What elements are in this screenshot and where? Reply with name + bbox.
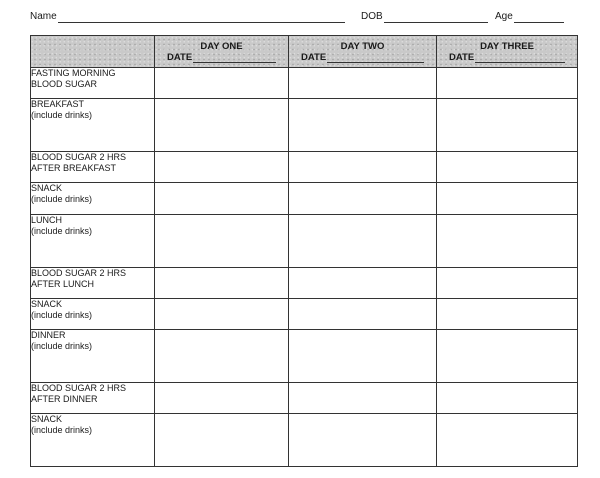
name-label: Name: [30, 11, 57, 22]
entry-cell-day-two[interactable]: [289, 183, 437, 215]
entry-cell-day-two[interactable]: [289, 414, 437, 467]
table-row: [31, 299, 578, 330]
day-one-date-label: DATE: [167, 52, 193, 63]
header-row: [31, 36, 578, 68]
row-label-line2: (include drinks): [31, 310, 93, 320]
day-one-date-field[interactable]: [167, 52, 276, 63]
row-label-line2: (include drinks): [31, 341, 93, 351]
row-label-line1: SNACK: [31, 299, 63, 309]
row-label-line2: BLOOD SUGAR: [31, 79, 98, 89]
entry-cell-day-two[interactable]: [289, 330, 437, 383]
day-three-date-line[interactable]: [475, 53, 565, 63]
row-label-bs-after-lunch: [31, 268, 155, 299]
entry-cell-day-one[interactable]: [155, 268, 289, 299]
entry-cell-day-three[interactable]: [437, 330, 578, 383]
entry-cell-day-two[interactable]: [289, 152, 437, 183]
day-three-title: DAY THREE: [480, 41, 534, 52]
day-two-date-line[interactable]: [327, 53, 424, 63]
row-label-breakfast: [31, 99, 155, 152]
entry-cell-day-one[interactable]: [155, 215, 289, 268]
entry-cell-day-two[interactable]: [289, 299, 437, 330]
header-corner-cell: [31, 36, 155, 68]
row-label-line1: LUNCH: [31, 215, 63, 225]
patient-info-bar: [0, 0, 600, 30]
entry-cell-day-two[interactable]: [289, 215, 437, 268]
age-blank-line[interactable]: [514, 12, 564, 23]
row-label-line1: SNACK: [31, 183, 63, 193]
entry-cell-day-three[interactable]: [437, 383, 578, 414]
row-label-line1: FASTING MORNING: [31, 68, 116, 78]
row-label-dinner: [31, 330, 155, 383]
day-three-header: [437, 36, 578, 68]
day-two-date-label: DATE: [301, 52, 327, 63]
table-row: [31, 99, 578, 152]
entry-cell-day-three[interactable]: [437, 68, 578, 99]
table-row: [31, 414, 578, 467]
dob-field[interactable]: [361, 11, 488, 23]
table-row: [31, 215, 578, 268]
day-one-title: DAY ONE: [200, 41, 243, 52]
row-label-line1: BREAKFAST: [31, 99, 85, 109]
table-row: [31, 268, 578, 299]
row-label-line1: BLOOD SUGAR 2 HRS: [31, 152, 127, 162]
row-label-line1: BLOOD SUGAR 2 HRS: [31, 268, 127, 278]
entry-cell-day-three[interactable]: [437, 268, 578, 299]
age-label: Age: [495, 11, 513, 22]
table-row: [31, 383, 578, 414]
entry-cell-day-one[interactable]: [155, 183, 289, 215]
entry-cell-day-three[interactable]: [437, 215, 578, 268]
entry-cell-day-one[interactable]: [155, 152, 289, 183]
dob-blank-line[interactable]: [384, 12, 488, 23]
row-label-snack-2: [31, 299, 155, 330]
entry-cell-day-two[interactable]: [289, 68, 437, 99]
row-label-line2: (include drinks): [31, 425, 93, 435]
row-label-fasting: [31, 68, 155, 99]
entry-cell-day-one[interactable]: [155, 383, 289, 414]
row-label-lunch: [31, 215, 155, 268]
row-label-bs-after-breakfast: [31, 152, 155, 183]
row-label-line2: AFTER LUNCH: [31, 279, 95, 289]
entry-cell-day-one[interactable]: [155, 299, 289, 330]
entry-cell-day-one[interactable]: [155, 68, 289, 99]
table-row: [31, 183, 578, 215]
row-label-bs-after-dinner: [31, 383, 155, 414]
entry-cell-day-three[interactable]: [437, 99, 578, 152]
entry-cell-day-one[interactable]: [155, 414, 289, 467]
entry-cell-day-two[interactable]: [289, 383, 437, 414]
entry-cell-day-three[interactable]: [437, 299, 578, 330]
entry-cell-day-one[interactable]: [155, 99, 289, 152]
entry-cell-day-two[interactable]: [289, 99, 437, 152]
row-label-line2: AFTER DINNER: [31, 394, 98, 404]
entry-cell-day-two[interactable]: [289, 268, 437, 299]
day-one-date-line[interactable]: [193, 53, 276, 63]
entry-cell-day-one[interactable]: [155, 330, 289, 383]
day-two-date-field[interactable]: [301, 52, 424, 63]
row-label-line1: DINNER: [31, 330, 66, 340]
row-label-line2: (include drinks): [31, 110, 93, 120]
row-label-line2: (include drinks): [31, 194, 93, 204]
day-two-header: [289, 36, 437, 68]
name-blank-line[interactable]: [58, 12, 345, 23]
row-label-snack-1: [31, 183, 155, 215]
day-three-date-label: DATE: [449, 52, 475, 63]
row-label-line1: BLOOD SUGAR 2 HRS: [31, 383, 127, 393]
dob-label: DOB: [361, 11, 383, 22]
entry-cell-day-three[interactable]: [437, 414, 578, 467]
name-field[interactable]: [30, 11, 345, 23]
row-label-line1: SNACK: [31, 414, 63, 424]
row-label-line2: AFTER BREAKFAST: [31, 163, 117, 173]
entry-cell-day-three[interactable]: [437, 183, 578, 215]
row-label-line2: (include drinks): [31, 226, 93, 236]
day-three-date-field[interactable]: [449, 52, 565, 63]
table-row: [31, 68, 578, 99]
blood-sugar-food-log-table: [30, 35, 578, 467]
table-row: [31, 330, 578, 383]
day-two-title: DAY TWO: [340, 41, 385, 52]
row-label-snack-3: [31, 414, 155, 467]
table-row: [31, 152, 578, 183]
day-one-header: [155, 36, 289, 68]
age-field[interactable]: [495, 11, 564, 23]
entry-cell-day-three[interactable]: [437, 152, 578, 183]
